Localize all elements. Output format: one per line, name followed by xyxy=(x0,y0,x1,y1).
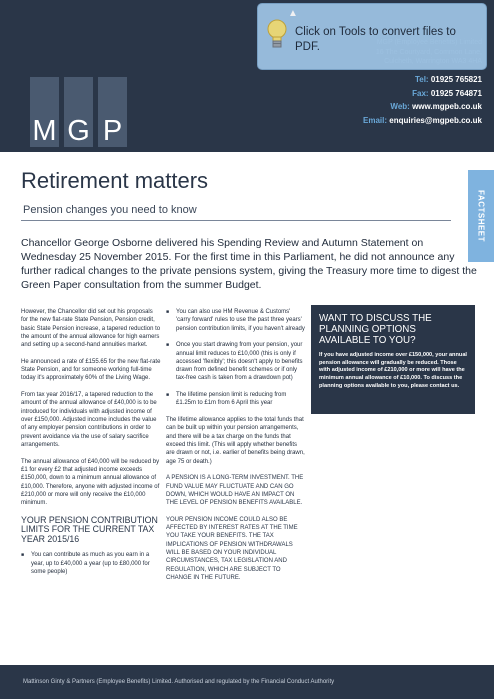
chevron-up-icon[interactable]: ▲ xyxy=(288,8,298,19)
regulatory-footer: Mattinson Ginty & Partners (Employee Benefits) Limited. Authorised and regulated by the Financial Conduct Authority xyxy=(23,679,335,685)
logo-tile xyxy=(30,77,59,147)
contact-label: Web: xyxy=(390,102,410,111)
bullet-item: ■ Once you start drawing from your pension, your annual limit reduces to £10,000 (this is only if accessed 'flexibly'; this doesn't apply to benefits drawn from defined benefit schemes or if only tax-free cash is taken from a drawdown pot) xyxy=(166,341,306,382)
planning-callout xyxy=(311,305,475,414)
risk-warning: YOUR PENSION INCOME COULD ALSO BE AFFECTED BY INTEREST RATES AT THE TIME YOU TAKE YOUR BENEFITS. THE TAX IMPLICATIONS OF PENSION WITHDRAWALS WILL BE BASED ON YOUR INDIVIDUAL CIRCUMSTANCES, TAX LEGISLATION AND REGULATION, WHICH ARE SUBJECT TO CHANGE IN THE FUTURE. xyxy=(166,516,298,581)
body-paragraph: However, the Chancellor did set out his proposals for the new flat-rate State Pension, Pension credit, basic State Pension increase, a tapered reduction to the amount of the annual allowance for high earners and setting up a second-hand annuities market. xyxy=(21,309,161,349)
logo-letter: G xyxy=(67,115,90,147)
contact-email[interactable] xyxy=(363,114,482,128)
web-link[interactable]: www.mgpeb.co.uk xyxy=(412,102,482,111)
logo-tile xyxy=(98,77,127,147)
body-paragraph: The lifetime allowance applies to the total funds that can be built up within your pension arrangements, and there will be a tax charge on the funds that exceed this limit. (This will apply whether benefits are drawn or not, i.e. earlier of benefits being drawn, age 75 or death.) xyxy=(166,417,305,465)
lightbulb-icon xyxy=(266,18,288,57)
email-link[interactable]: enquiries@mgpeb.co.uk xyxy=(389,115,482,125)
contact-tel xyxy=(363,73,482,87)
risk-warning: A PENSION IS A LONG-TERM INVESTMENT. THE FUND VALUE MAY FLUCTUATE AND CAN GO DOWN, WHICH WOULD HAVE AN IMPACT ON THE LEVEL OF PENSION BENEFITS AVAILABLE. xyxy=(166,475,304,507)
factsheet-label: FACTSHEET xyxy=(476,189,486,243)
body-paragraph: He announced a rate of £155.65 for the new flat-rate State Pension, and for someone working full-time today it's approximately 60% of the Living Wage. xyxy=(21,358,161,382)
contact-label: Tel: xyxy=(414,75,429,84)
section-heading: YOUR PENSION CONTRIBUTION LIMITS FOR THE CURRENT TAX YEAR 2015/16 xyxy=(21,514,158,544)
tooltip-message: Click on Tools to convert files to PDF. xyxy=(295,26,456,53)
page-subtitle: Pension changes you need to know xyxy=(23,204,197,216)
footer-band xyxy=(0,665,494,699)
title-divider xyxy=(21,220,451,221)
contact-fax xyxy=(363,87,482,101)
convert-tooltip[interactable] xyxy=(257,3,487,70)
logo-letter: M xyxy=(32,115,57,147)
column-middle xyxy=(166,308,306,591)
bullet-item: ■ The lifetime pension limit is reducing from £1.25m to £1m from 6 April this year xyxy=(166,391,306,408)
bullet-item: ■ You can also use HM Revenue & Customs' 'carry forward' rules to use the past three years' pension contribution limits, if you haven't already xyxy=(166,308,306,333)
intro-paragraph: Chancellor George Osborne delivered his Spending Review and Autumn Statement on Wednesday 25 November 2015. For the first time in this Parliament, he did not announce any further radical changes to the private pensions system, giving the Treasury more time to digest the Green Paper consultation from the summer Budget. xyxy=(21,237,477,291)
callout-heading: WANT TO DISCUSS THE PLANNING OPTIONS AVAILABLE TO YOU? xyxy=(319,313,432,346)
logo-tile xyxy=(64,77,93,147)
logo-letter: P xyxy=(102,115,123,147)
page-title: Retirement matters xyxy=(21,168,209,193)
contact-label: Fax: xyxy=(412,88,429,98)
bullet-item: ■ You can contribute as much as you earn in a year, up to £40,000 a year (up to £80,000 for some people) xyxy=(21,551,161,576)
body-paragraph: From tax year 2016/17, a tapered reduction to the amount of the annual allowance of £40,000 is to be introduced for individuals with adjusted income of over £150,000. Adjusted income includes the value of any employer pension contributions in order to prevent avoidance via the use of salary sacrifice arrangements. xyxy=(21,392,157,448)
column-left xyxy=(21,308,161,585)
contact-details xyxy=(363,73,482,127)
contact-web[interactable] xyxy=(363,100,482,114)
callout-body: If you have adjusted income over £150,000, your annual pension allowance will gradually be reduced. Those with adjusted income of £210,000 or more will have the minimum annual allowance of £10,000. To discuss the planning options available to you, please contact us. xyxy=(319,352,467,389)
contact-value: 01925 765821 xyxy=(430,75,482,84)
contact-value: 01925 764871 xyxy=(430,88,482,98)
body-paragraph: The annual allowance of £40,000 will be reduced by £1 for every £2 that adjusted income exceeds £150,000, down to a minimum annual allowance of £10,000. Therefore, anyone with adjusted income of £210,000 or more will only receive the £10,000 minimum. xyxy=(21,458,160,507)
mgp-logo xyxy=(30,77,127,147)
contact-label: Email: xyxy=(363,115,388,125)
